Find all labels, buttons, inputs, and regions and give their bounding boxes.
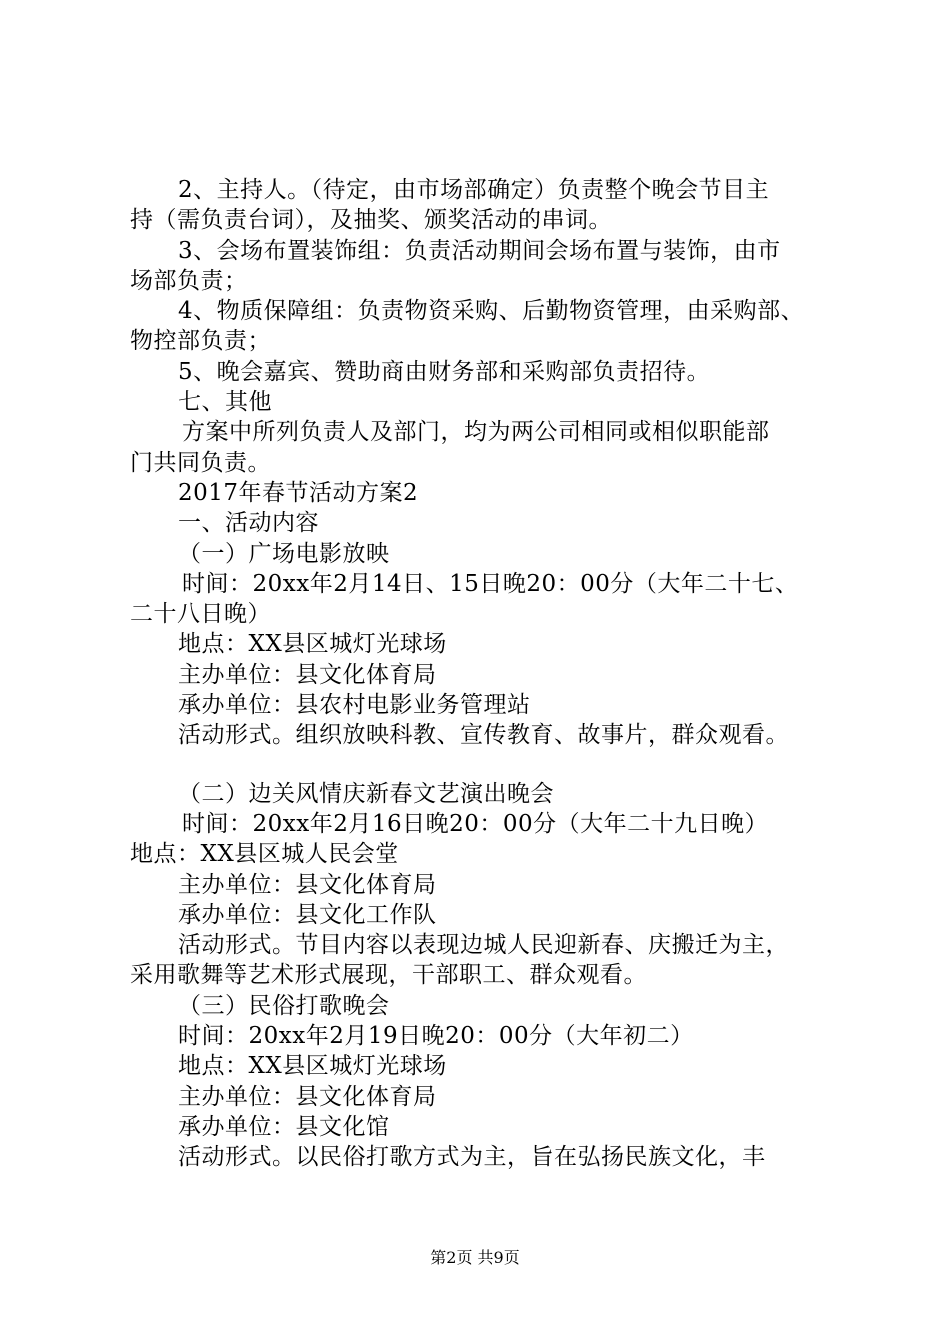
text-line: 2、主持人。（待定，由市场部确定）负责整个晚会节目主 <box>178 177 770 203</box>
text-line: 承办单位：县农村电影业务管理站 <box>178 692 531 719</box>
text-line: 二十八日晚） <box>130 601 271 628</box>
text-line: 门共同负责。 <box>130 449 271 476</box>
section-heading: 七、其他 <box>178 389 272 416</box>
text-line: 承办单位：县文化馆 <box>178 1113 390 1140</box>
text-line: 5、晚会嘉宾、赞助商由财务部和采购部负责招待。 <box>178 358 711 385</box>
subsection-heading: （三）民俗打歌晚会 <box>178 992 390 1019</box>
text-line: 3、会场布置装饰组：负责活动期间会场布置与装饰，由市 <box>178 237 781 264</box>
text-line: 主办单位：县文化体育局 <box>178 1083 437 1110</box>
text-line: 承办单位：县文化工作队 <box>178 901 437 928</box>
text-line: 主办单位：县文化体育局 <box>178 661 437 688</box>
text-line: 时间：20xx年2月16日晚20：00分（大年二十九日晚） <box>182 810 769 837</box>
text-line: 地点：XX县区城灯光球场 <box>178 1053 447 1080</box>
text-line: 时间：20xx年2月14日、15日晚20：00分（大年二十七、 <box>182 570 799 597</box>
text-line: 场部负责； <box>130 267 248 294</box>
document-subtitle: 2017年春节活动方案2 <box>178 479 419 506</box>
subsection-heading: （一）广场电影放映 <box>178 540 390 567</box>
text-line: 时间：20xx年2月19日晚20：00分（大年初二） <box>178 1023 694 1050</box>
section-heading: 一、活动内容 <box>178 510 319 537</box>
text-line: 4、物质保障组：负责物资采购、后勤物资管理，由采购部、 <box>178 298 805 325</box>
text-line: 持（需负责台词），及抽奖、颁奖活动的串词。 <box>130 207 612 234</box>
document-body <box>130 175 855 1173</box>
text-line: 活动形式。组织放映科教、宣传教育、故事片，群众观看。 <box>178 722 789 749</box>
text-line: 活动形式。以民俗打歌方式为主，旨在弘扬民族文化，丰 <box>178 1144 766 1171</box>
text-line: 地点：XX县区城灯光球场 <box>178 631 447 658</box>
text-line: 地点：XX县区城人民会堂 <box>130 841 399 868</box>
text-line: 活动形式。节目内容以表现边城人民迎新春、庆搬迁为主， <box>178 932 789 959</box>
page-footer: 第2页 共9页 <box>430 1248 520 1267</box>
text-line: 主办单位：县文化体育局 <box>178 871 437 898</box>
subsection-heading: （二）边关风情庆新春文艺演出晚会 <box>178 780 554 807</box>
paragraph-gap <box>130 751 855 779</box>
text-line: 方案中所列负责人及部门，均为两公司相同或相似职能部 <box>182 419 770 446</box>
text-line: 采用歌舞等艺术形式展现，干部职工、群众观看。 <box>130 962 647 989</box>
text-line: 物控部负责； <box>130 328 271 355</box>
